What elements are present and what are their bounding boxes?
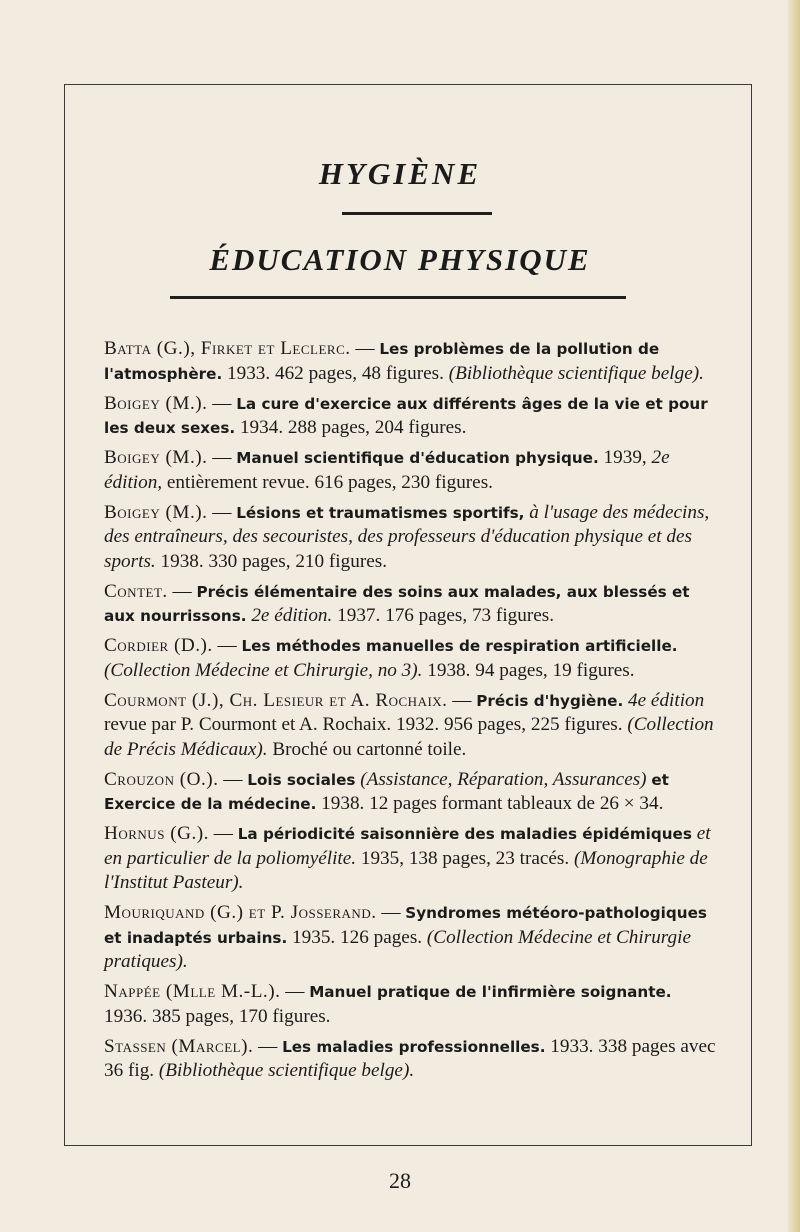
entry-collection: (Bibliothèque scientifique belge). <box>158 1060 415 1081</box>
entry-author: Hornus (G.). <box>104 823 209 844</box>
entry-title: Précis élémentaire des soins aux malades, aux blessés et aux nourrissons. <box>104 582 690 625</box>
bibliography-entry: Contet. — Précis élémentaire des soins aux malades, aux blessés et aux nourrissons. 2e édition. 1937. 176 pages, 73 figures. <box>104 580 690 626</box>
entry-details-2: entièrement revue. 616 pages, 230 figures. <box>166 471 493 493</box>
entry-details: 1935. 126 pages. <box>292 926 423 948</box>
entry-details: 1933. 462 pages, 48 figures. <box>227 362 444 384</box>
page-number: 28 <box>389 1168 411 1193</box>
entry-author: Contet. <box>104 580 168 602</box>
entry-edition: 4e édition <box>628 689 705 711</box>
entry-subtitle: à l'usage des médecins, des entraîneurs, des secouristes, des professeurs d'éducation physique et des sports. <box>104 501 710 572</box>
entry-edition: 2e édition. <box>251 605 333 626</box>
entry-author: Boigey (M.). <box>104 447 208 468</box>
entry-details-2: Broché ou cartonné toile. <box>272 738 467 760</box>
entry-author: Boigey (M.). <box>104 392 208 414</box>
entry-author: Crouzon (O.). <box>104 768 219 790</box>
entry-title: Lois sociales <box>247 770 356 789</box>
bibliography-entry: Cordier (D.). — Les méthodes manuelles de respiration artificielle. (Collection Médecine et Chirurgie, no 3). 1938. 94 pages, 19 figures. <box>104 635 678 681</box>
entry-collection: (Collection de Précis Médicaux). <box>104 714 714 760</box>
entry-title: Les problèmes de la pollution de l'atmosphère. <box>104 340 660 383</box>
entry-title: Précis d'hygiène. <box>476 691 624 710</box>
entry-collection: (Monographie de l'Institut Pasteur). <box>104 847 708 893</box>
entry-details: 1938. 94 pages, 19 figures. <box>427 659 635 681</box>
entry-title: Lésions et traumatismes sportifs, <box>236 503 525 522</box>
entry-details: 1936. 385 pages, 170 figures. <box>104 1005 331 1027</box>
bibliography-entry: Boigey (M.). — Manuel scientifique d'éducation physique. 1939, 2e édition, entièrement revue. 616 pages, 230 figures. <box>104 447 670 493</box>
entry-details: 1935, 138 pages, 23 tracés. <box>360 847 570 869</box>
entry-title: La cure d'exercice aux différents âges de la vie et pour les deux sexes. <box>104 394 708 437</box>
entry-author: Stassen (Marcel). <box>104 1035 254 1057</box>
bibliography-entry: Stassen (Marcel). — Les maladies professionnelles. 1933. 338 pages avec 36 fig. (Bibliothèque scientifique belge). <box>104 1035 716 1081</box>
entry-details: revue par P. Courmont et A. Rochaix. 1932. 956 pages, 225 figures. <box>104 714 623 735</box>
entry-details: 1934. 288 pages, 204 figures. <box>239 417 467 438</box>
entry-details: 1937. 176 pages, 73 figures. <box>337 605 555 626</box>
entry-title: Les maladies professionnelles. <box>282 1037 546 1056</box>
bibliography-entry: Nappée (Mlle M.-L.). — Manuel pratique de l'infirmière soignante. 1936. 385 pages, 170 figures. <box>104 981 672 1027</box>
entry-author: Courmont (J.), Ch. Lesieur et A. Rochaix. <box>104 689 448 711</box>
entry-collection: (Collection Médecine et Chirurgie, no 3). <box>104 659 423 681</box>
entry-author: Cordier (D.). <box>104 635 213 656</box>
entry-details: 1933. 338 pages avec 36 fig. <box>104 1035 716 1081</box>
entry-title-2: et Exercice de la médecine. <box>104 770 669 813</box>
bibliography-entry: Crouzon (O.). — Lois sociales (Assistance, Réparation, Assurances) et Exercice de la médecine. 1938. 12 pages formant tableaux de 26 × 34. <box>104 768 669 814</box>
entry-details: 1938. 12 pages formant tableaux de 26 × 34. <box>321 793 664 814</box>
bibliography-entry: Courmont (J.), Ch. Lesieur et A. Rochaix. — Précis d'hygiène. 4e édition revue par P. Courmont et A. Rochaix. 1932. 956 pages, 225 figures. (Collection de Précis Médicaux). Broché ou cartonné toile. <box>104 689 714 760</box>
entry-title: Les méthodes manuelles de respiration artificielle. <box>241 637 678 655</box>
entry-subtitle: (Assistance, Réparation, Assurances) <box>360 768 647 790</box>
entry-edition: 2e édition, <box>104 447 670 493</box>
entry-collection: (Bibliothèque scientifique belge). <box>448 362 704 384</box>
bibliography-entry: Batta (G.), Firket et Leclerc. — Les problèmes de la pollution de l'atmosphère. 1933. 462 pages, 48 figures. (Bibliothèque scientifique belge). <box>104 338 704 384</box>
entry-title: Manuel pratique de l'infirmière soignante. <box>309 983 672 1001</box>
title-rule-long <box>170 296 626 299</box>
entry-title: La périodicité saisonnière des maladies épidémiques <box>237 825 692 843</box>
section-title-education-physique: ÉDUCATION PHYSIQUE <box>209 242 591 277</box>
entry-title: Manuel scientifique d'éducation physique. <box>236 449 599 467</box>
entry-title: Syndromes météoro-pathologiques et inadaptés urbains. <box>104 904 707 947</box>
section-title-hygiene: HYGIÈNE <box>318 156 482 191</box>
title-rule-short <box>342 212 492 215</box>
entry-author: Batta (G.), Firket et Leclerc. <box>104 338 351 359</box>
bibliography-entry: Boigey (M.). — La cure d'exercice aux différents âges de la vie et pour les deux sexes. 1934. 288 pages, 204 figures. <box>104 392 708 438</box>
entry-author: Mouriquand (G.) et P. Josserand. <box>104 902 377 923</box>
entry-author: Nappée (Mlle M.-L.). <box>104 981 281 1002</box>
entry-subtitle: et en particulier de la poliomyélite. <box>104 823 711 869</box>
entry-details: 1938. 330 pages, 210 figures. <box>160 550 387 572</box>
entry-collection: (Collection Médecine et Chirurgie pratiques). <box>104 926 691 972</box>
bibliography-list <box>104 337 718 1089</box>
entry-details: 1939, <box>603 447 647 468</box>
bibliography-entry: Boigey (M.). — Lésions et traumatismes sportifs, à l'usage des médecins, des entraîneurs, des secouristes, des professeurs d'éducation physique et des sports. 1938. 330 pages, 210 figures. <box>104 501 710 572</box>
bibliography-entry: Hornus (G.). — La périodicité saisonnière des maladies épidémiques et en particulier de la poliomyélite. 1935, 138 pages, 23 tracés. (Monographie de l'Institut Pasteur). <box>104 823 711 893</box>
bibliography-entry: Mouriquand (G.) et P. Josserand. — Syndromes météoro-pathologiques et inadaptés urbains. 1935. 126 pages. (Collection Médecine et Chirurgie pratiques). <box>104 902 707 972</box>
entry-author: Boigey (M.). <box>104 501 208 523</box>
